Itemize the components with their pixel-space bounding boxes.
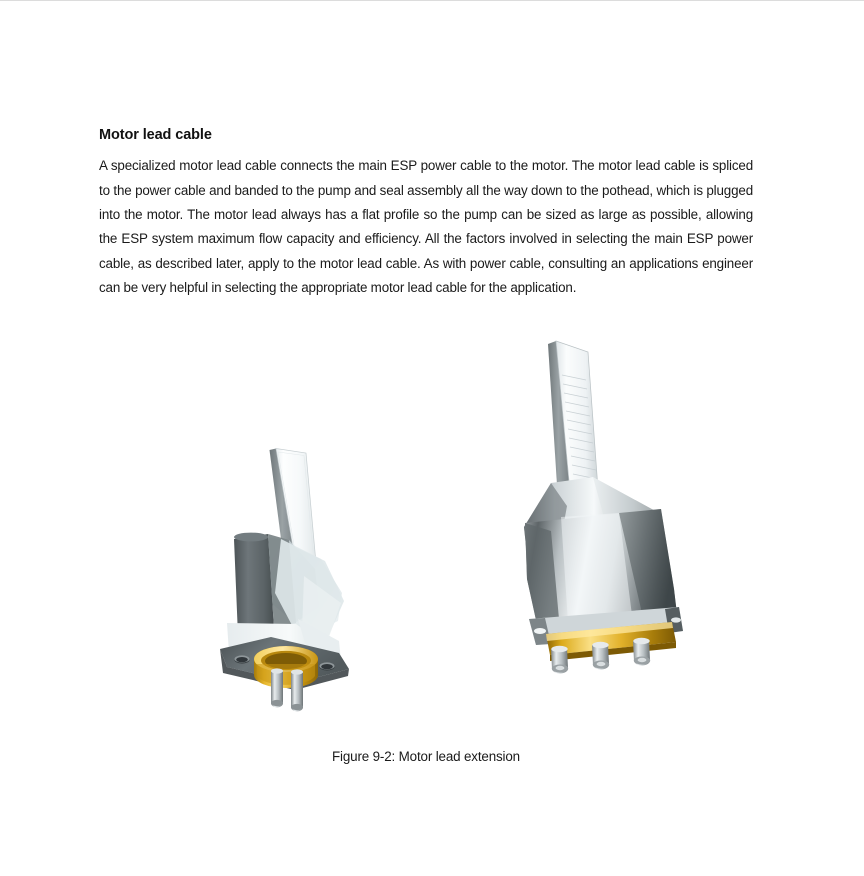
text-content-block	[99, 127, 753, 300]
right-pothead-assembly	[524, 341, 748, 731]
figure-caption: Figure 9-2: Motor lead extension	[332, 749, 520, 764]
body-paragraph: A specialized motor lead cable connects the main ESP power cable to the motor. The motor lead cable is spliced to the power cable and banded to the pump and seal assembly all the way down to the pothead, which is plugged into the motor. The motor lead always has a flat profile so the pump can be sized as large as possible, allowing the ESP system maximum flow capacity and efficiency. All the factors involved in selecting the main ESP power cable, as described later, apply to the motor lead cable. As with power cable, consulting an applications engineer can be very helpful in selecting the appropriate motor lead cable for the application.	[99, 158, 753, 295]
page-title: Motor lead cable	[99, 127, 212, 143]
figure-illustration	[99, 331, 753, 731]
figure-9-2	[99, 331, 753, 781]
left-pothead-assembly	[220, 449, 349, 712]
right-flat-cable	[548, 341, 598, 489]
left-gold-boss	[254, 646, 318, 688]
